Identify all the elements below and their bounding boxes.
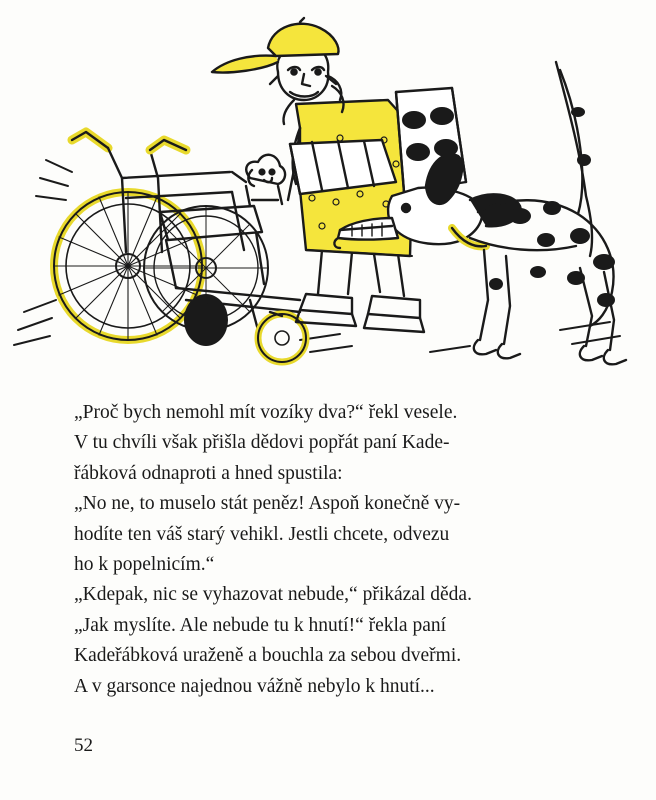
text-line: „Kdepak, nic se vyhazovat nebude,“ přikázal děda. [74, 584, 472, 606]
text-line: „Jak myslíte. Ale nebude tu k hnutí!“ řekla paní [74, 614, 447, 636]
text-line: „No ne, to muselo stát peněz! Aspoň konečně vy- [74, 493, 461, 515]
illustration-wheelchair-boy-and-dog [0, 0, 656, 390]
text-line: hodíte ten váš starý vehikl. Jestli chcete, odvezu [74, 523, 450, 545]
text-line: „Proč bych nemohl mít vozíky dva?“ řekl vesele. [74, 402, 458, 423]
boy-head [212, 18, 344, 112]
text-line: A v garsonce najednou vážně nebylo k hnutí... [74, 675, 435, 697]
text-line: ho k popelnicím.“ [74, 554, 215, 576]
boy-legs-and-shoes [296, 250, 424, 332]
small-dog-on-seat [246, 155, 285, 206]
text-line: řábková odnaproti a hned spustila: [74, 462, 343, 484]
wheelchair-far-wheel [144, 206, 268, 346]
text-line: Kadeřábková uraženě a bouchla za sebou dveřmi. [74, 645, 462, 667]
body-text [74, 398, 594, 702]
wheelchair-frame [72, 132, 300, 330]
wheelchair-rear-wheel [54, 192, 202, 340]
page-number: 52 [74, 735, 93, 756]
text-line: V tu chvíli však přišla dědovi popřát paní Kade- [74, 432, 450, 454]
wheelchair-castor-wheel [258, 312, 306, 362]
